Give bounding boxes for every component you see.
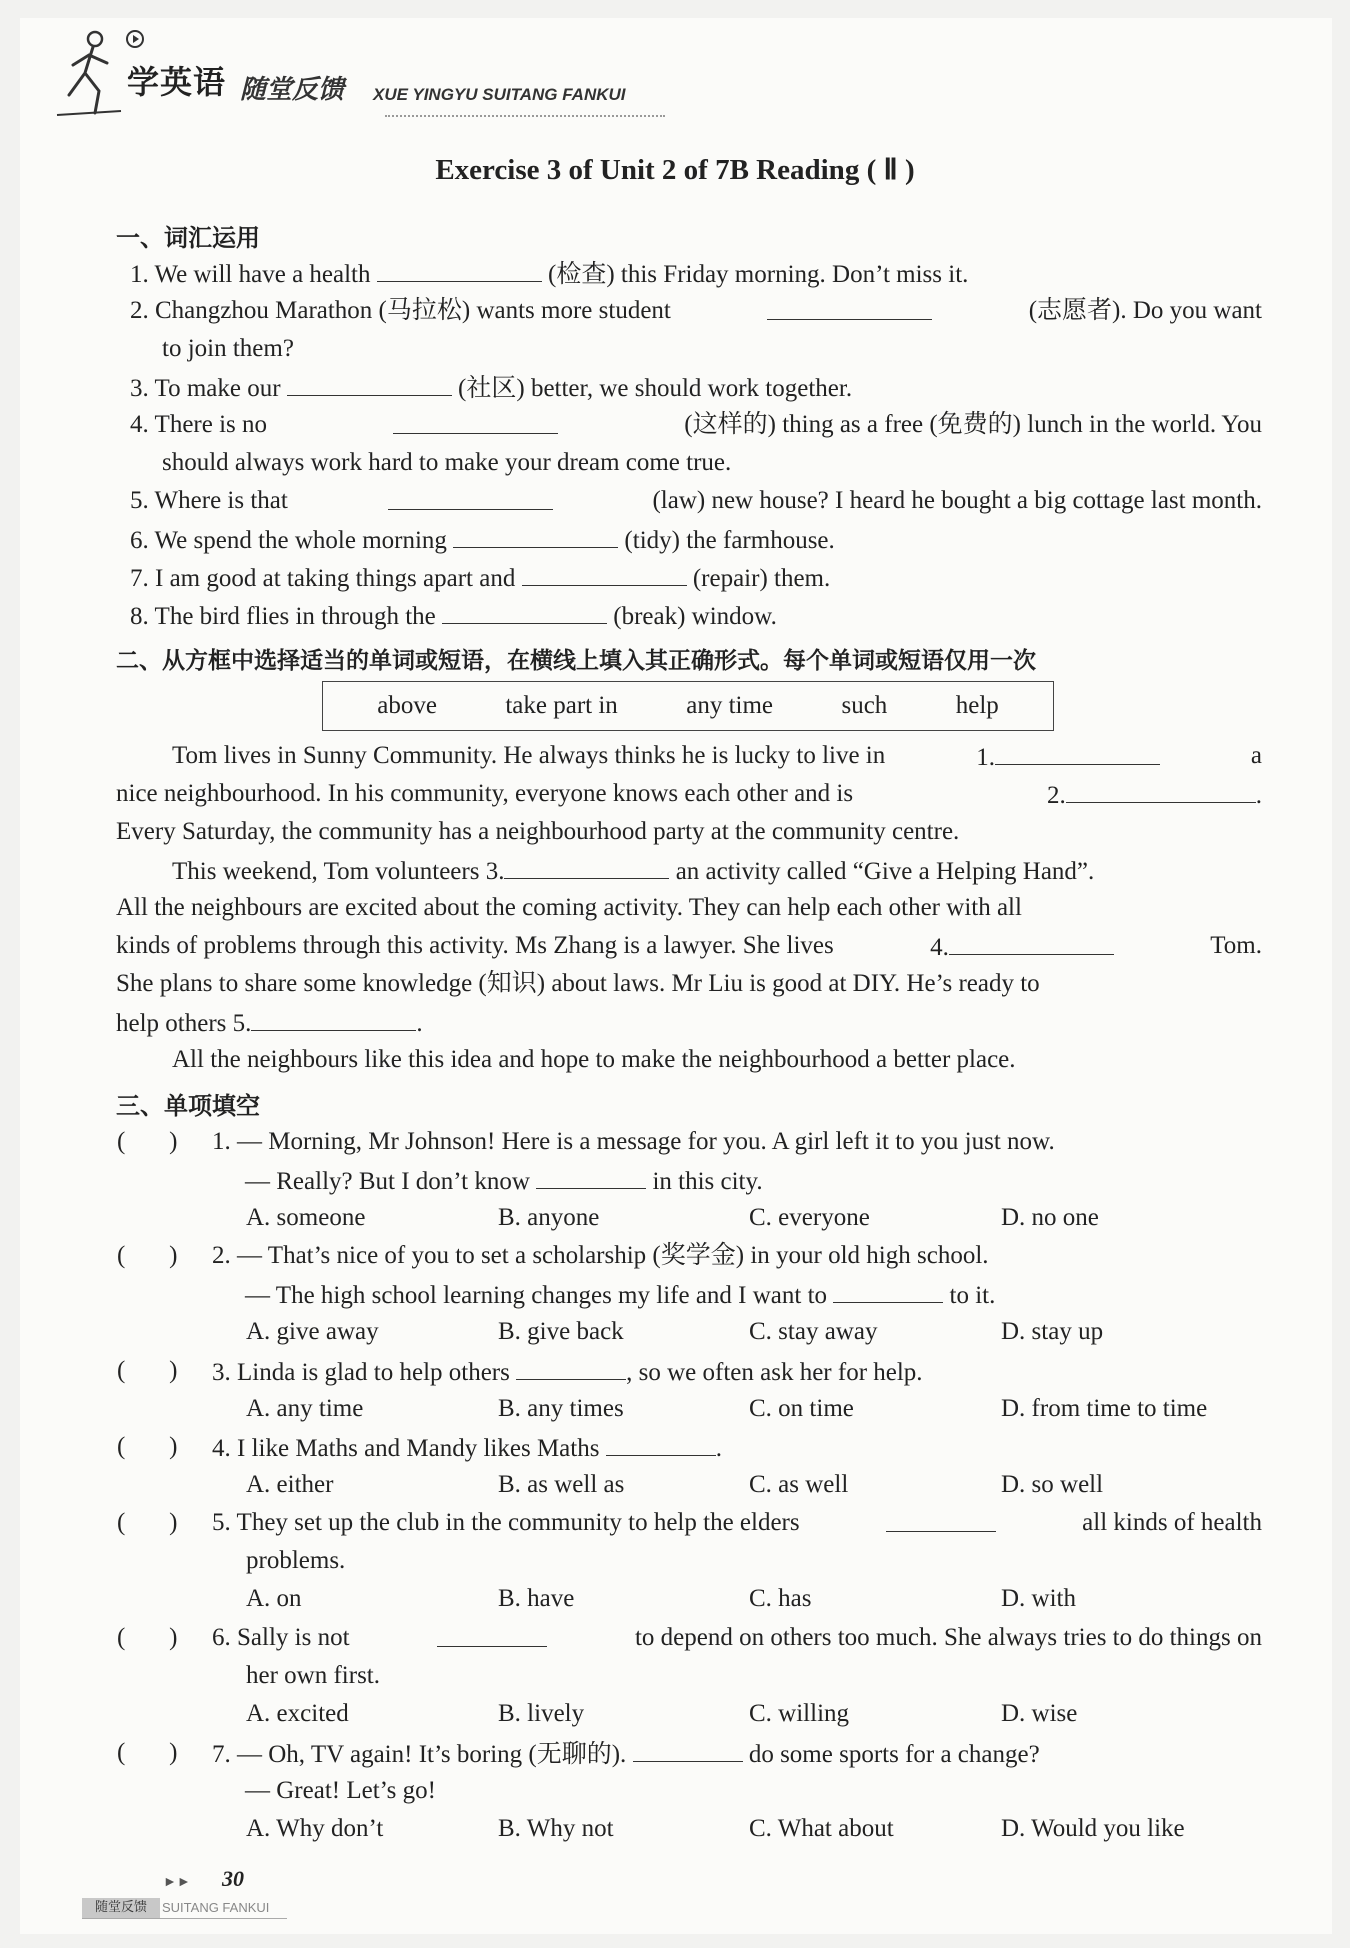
answer-blank-5[interactable] — [251, 1005, 416, 1031]
passage-line: All the neighbours are excited about the coming activity. They can help each other with all — [116, 894, 1022, 921]
section-1-heading: 一、词汇运用 — [116, 224, 260, 252]
mc-question-6-line2: her own first. — [246, 1662, 380, 1689]
option-a[interactable]: A. excited — [246, 1700, 349, 1727]
vocab-item-7: 7. I am good at taking things apart and (repair) them. — [130, 560, 830, 596]
header-cn-subtitle: 随堂反馈 — [240, 75, 345, 105]
option-d[interactable]: D. from time to time — [1001, 1395, 1208, 1422]
vocab-item-2: 2. Changzhou Marathon (马拉松) wants more student (志愿者). Do you want — [130, 294, 1262, 328]
answer-blank[interactable] — [516, 1354, 626, 1380]
answer-blank[interactable] — [606, 1430, 716, 1456]
option-d[interactable]: D. so well — [1001, 1471, 1104, 1498]
word-box — [322, 681, 1054, 731]
vocab-item-8: 8. The bird flies in through the (break) window. — [130, 598, 777, 634]
option-b[interactable]: B. have — [498, 1585, 575, 1612]
option-b[interactable]: B. lively — [498, 1700, 585, 1727]
option-c[interactable]: C. willing — [749, 1700, 850, 1727]
section-2-heading: 二、从方框中选择适当的单词或短语，在横线上填入其正确形式。每个单词或短语仅用一次 — [116, 648, 1036, 674]
arrow-right-icon: ►► — [163, 1875, 191, 1890]
answer-paren[interactable]: ( ) — [117, 1433, 178, 1460]
page-number: 30 — [222, 1866, 244, 1891]
header-en-title: XUE YINGYU SUITANG FANKUI — [373, 85, 626, 104]
word-box-item: help — [955, 692, 999, 719]
runner-logo-icon — [55, 25, 125, 117]
answer-paren[interactable]: ( ) — [117, 1128, 178, 1155]
mc-question-1: 1. — Morning, Mr Johnson! Here is a message for you. A girl left it to you just now. — [212, 1128, 1055, 1155]
option-a[interactable]: A. any time — [246, 1395, 364, 1422]
footer-divider — [82, 1918, 287, 1919]
passage-line: Tom lives in Sunny Community. He always thinks he is lucky to live in 1. a — [172, 739, 1262, 775]
option-b[interactable]: B. Why not — [498, 1815, 614, 1842]
option-d[interactable]: D. Would you like — [1001, 1815, 1185, 1842]
answer-blank[interactable] — [453, 522, 618, 548]
passage-line: This weekend, Tom volunteers 3. an activity called “Give a Helping Hand”. — [172, 853, 1094, 889]
option-c[interactable]: C. everyone — [749, 1204, 870, 1231]
vocab-item-4-cont: should always work hard to make your dream come true. — [162, 449, 732, 476]
answer-blank-3[interactable] — [504, 853, 669, 879]
option-b[interactable]: B. anyone — [498, 1204, 600, 1231]
mc-question-2-line2: — The high school learning changes my life and I want to to it. — [245, 1277, 995, 1313]
answer-blank[interactable] — [393, 408, 558, 434]
mc-question-3: 3. Linda is glad to help others , so we often ask her for help. — [212, 1354, 923, 1390]
vocab-item-5: 5. Where is that (law) new house? I heard he bought a big cottage last month. — [130, 484, 1262, 518]
option-d[interactable]: D. with — [1001, 1585, 1076, 1612]
mc-question-6: 6. Sally is not to depend on others too much. She always tries to do things on — [212, 1621, 1262, 1655]
answer-paren[interactable]: ( ) — [117, 1242, 178, 1269]
word-box-item: take part in — [505, 692, 618, 719]
option-a[interactable]: A. give away — [246, 1318, 379, 1345]
answer-blank[interactable] — [522, 560, 687, 586]
option-b[interactable]: B. as well as — [498, 1471, 625, 1498]
option-c[interactable]: C. What about — [749, 1815, 894, 1842]
vocab-item-3: 3. To make our (社区) better, we should work together. — [130, 370, 852, 406]
option-d[interactable]: D. wise — [1001, 1700, 1078, 1727]
footer-tag-en: SUITANG FANKUI — [162, 1900, 270, 1915]
option-c[interactable]: C. on time — [749, 1395, 854, 1422]
answer-blank-1[interactable] — [995, 739, 1160, 765]
option-a[interactable]: A. on — [246, 1585, 302, 1612]
book-header — [55, 25, 675, 125]
answer-blank[interactable] — [633, 1736, 743, 1762]
option-c[interactable]: C. stay away — [749, 1318, 878, 1345]
mc-question-5: 5. They set up the club in the community to help the elders all kinds of health — [212, 1506, 1262, 1540]
vocab-item-2-cont: to join them? — [162, 335, 294, 362]
option-a[interactable]: A. Why don’t — [246, 1815, 384, 1842]
passage-line: She plans to share some knowledge (知识) about laws. Mr Liu is good at DIY. He’s ready to — [116, 970, 1040, 997]
option-a[interactable]: A. someone — [246, 1204, 366, 1231]
answer-paren[interactable]: ( ) — [117, 1509, 178, 1536]
option-b[interactable]: B. any times — [498, 1395, 624, 1422]
answer-blank-2[interactable] — [1066, 777, 1256, 803]
exercise-title: Exercise 3 of Unit 2 of 7B Reading ( Ⅱ ) — [435, 154, 915, 186]
mc-question-1-line2: — Really? But I don’t know in this city. — [245, 1163, 763, 1199]
option-d[interactable]: D. stay up — [1001, 1318, 1104, 1345]
passage-line: Every Saturday, the community has a neighbourhood party at the community centre. — [116, 818, 960, 845]
word-box-item: any time — [686, 692, 774, 719]
header-divider — [385, 115, 665, 117]
passage-line: help others 5. . — [116, 1005, 423, 1041]
answer-paren[interactable]: ( ) — [117, 1357, 178, 1384]
mc-question-4: 4. I like Maths and Mandy likes Maths . — [212, 1430, 722, 1466]
option-a[interactable]: A. either — [246, 1471, 334, 1498]
vocab-item-1: 1. We will have a health (检查) this Friday morning. Don’t miss it. — [130, 256, 968, 292]
header-cn-title: 学英语 — [127, 63, 227, 101]
option-c[interactable]: C. as well — [749, 1471, 849, 1498]
answer-blank[interactable] — [442, 598, 607, 624]
option-c[interactable]: C. has — [749, 1585, 812, 1612]
answer-paren[interactable]: ( ) — [117, 1739, 178, 1766]
word-box-item: above — [377, 692, 437, 719]
answer-blank[interactable] — [536, 1163, 646, 1189]
vocab-item-4: 4. There is no (这样的) thing as a free (免费的) lunch in the world. You — [130, 408, 1262, 442]
mc-question-7-line2: — Great! Let’s go! — [245, 1777, 436, 1804]
vocab-item-6: 6. We spend the whole morning (tidy) the farmhouse. — [130, 522, 835, 558]
mc-question-7: 7. — Oh, TV again! It’s boring (无聊的). do some sports for a change? — [212, 1736, 1040, 1772]
option-b[interactable]: B. give back — [498, 1318, 624, 1345]
answer-blank[interactable] — [833, 1277, 943, 1303]
word-box-item: such — [841, 692, 888, 719]
passage-line: kinds of problems through this activity. Ms Zhang is a lawyer. She lives 4. Tom. — [116, 929, 1262, 965]
answer-blank[interactable] — [377, 256, 542, 282]
mc-question-5-line2: problems. — [246, 1547, 346, 1574]
answer-blank[interactable] — [767, 294, 932, 320]
answer-blank[interactable] — [437, 1621, 547, 1647]
answer-blank-4[interactable] — [949, 929, 1114, 955]
play-icon — [125, 29, 145, 49]
answer-paren[interactable]: ( ) — [117, 1624, 178, 1651]
answer-blank[interactable] — [388, 484, 553, 510]
passage-line: All the neighbours like this idea and hope to make the neighbourhood a better place. — [172, 1046, 1016, 1073]
answer-blank[interactable] — [287, 370, 452, 396]
mc-question-2: 2. — That’s nice of you to set a scholarship (奖学金) in your old high school. — [212, 1242, 989, 1269]
passage-line: nice neighbourhood. In his community, everyone knows each other and is 2. . — [116, 777, 1262, 813]
option-d[interactable]: D. no one — [1001, 1204, 1099, 1231]
footer-tag: 随堂反馈 — [82, 1898, 160, 1918]
answer-blank[interactable] — [886, 1506, 996, 1532]
section-3-heading: 三、单项填空 — [116, 1092, 260, 1120]
